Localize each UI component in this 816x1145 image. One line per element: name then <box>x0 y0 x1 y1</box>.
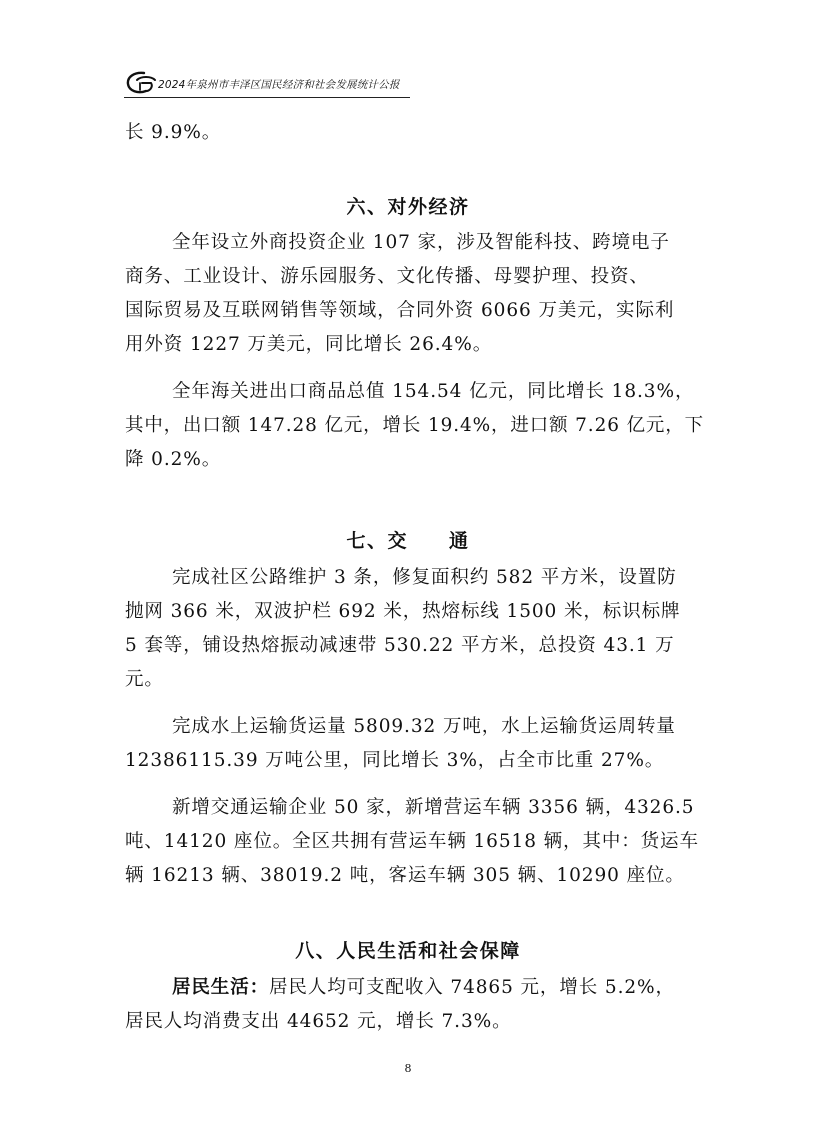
section-heading-living: 八、人民生活和社会保障 <box>295 940 521 962</box>
paragraph-line: 抛网 366 米，双波护栏 692 米，热熔标线 1500 米，标识标牌 <box>125 601 681 622</box>
statistics-logo-icon <box>124 70 160 96</box>
page-number: 8 <box>404 1062 412 1075</box>
section-heading-foreign-economy: 六、对外经济 <box>346 196 470 218</box>
paragraph-line: 居民人均消费支出 44652 元，增长 7.3%。 <box>125 1011 512 1032</box>
section-heading-transport: 七、交 通 <box>346 530 470 552</box>
paragraph-line: 新增交通运输企业 50 家，新增营运车辆 3356 辆，4326.5 <box>172 797 695 818</box>
paragraph-line: 吨、14120 座位。全区共拥有营运车辆 16518 辆，其中：货运车 <box>125 831 699 852</box>
paragraph-line: 降 0.2%。 <box>125 449 222 470</box>
paragraph-text: 居民人均可支配收入 74865 元，增长 5.2%， <box>269 977 675 998</box>
paragraph-line: 完成社区公路维护 3 条，修复面积约 582 平方米，设置防 <box>172 567 677 588</box>
header-divider <box>124 97 410 98</box>
paragraph-line: 国际贸易及互联网销售等领域，合同外资 6066 万美元，实际利 <box>125 300 675 321</box>
paragraph-line <box>172 976 675 1000</box>
paragraph-line: 元。 <box>125 669 164 690</box>
continuation-line: 长 9.9%。 <box>125 122 222 143</box>
paragraph-line: 12386115.39 万吨公里，同比增长 3%，占全市比重 27%。 <box>125 750 665 771</box>
paragraph-line: 全年设立外商投资企业 107 家，涉及智能科技、跨境电子 <box>172 232 670 253</box>
header-title: 2024年泉州市丰泽区国民经济和社会发展统计公报 <box>158 79 400 91</box>
paragraph-line: 5 套等，铺设热熔振动减速带 530.22 平方米，总投资 43.1 万 <box>125 635 675 656</box>
paragraph-line: 商务、工业设计、游乐园服务、文化传播、母婴护理、投资、 <box>125 266 649 287</box>
paragraph-line: 用外资 1227 万美元，同比增长 26.4%。 <box>125 334 493 355</box>
paragraph-line: 其中，出口额 147.28 亿元，增长 19.4%，进口额 7.26 亿元，下 <box>125 415 704 436</box>
paragraph-line: 全年海关进出口商品总值 154.54 亿元，同比增长 18.3%， <box>172 381 695 402</box>
paragraph-line: 完成水上运输货运量 5809.32 万吨，水上运输货运周转量 <box>172 716 676 737</box>
paragraph-lead-label: 居民生活： <box>172 977 270 998</box>
paragraph-line: 辆 16213 辆、38019.2 吨，客运车辆 305 辆、10290 座位。 <box>125 865 685 886</box>
page-header <box>124 66 410 100</box>
